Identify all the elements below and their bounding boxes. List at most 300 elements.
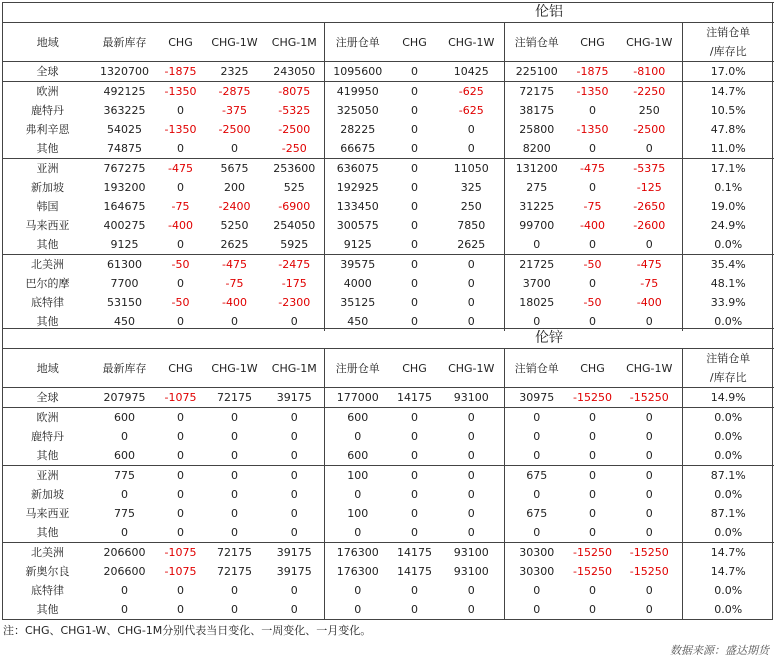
value-cell: 0	[467, 584, 475, 597]
column-header-line1: 地域	[36, 361, 59, 375]
value-cell: 1320700	[100, 65, 149, 78]
value-cell: 24.9%	[683, 216, 774, 235]
column-header	[439, 349, 505, 388]
value-cell: 0	[391, 255, 439, 275]
region-cell: 马来西亚	[25, 219, 70, 232]
column-header	[439, 23, 505, 62]
column-header	[617, 23, 683, 62]
value-cell: 0	[589, 507, 596, 520]
value-cell: 0.0%	[683, 581, 774, 600]
value-cell: -1350	[157, 82, 205, 102]
value-cell: -2500	[633, 123, 666, 136]
region-cell: 新加坡	[31, 181, 64, 194]
column-header	[683, 23, 774, 62]
column-header-line1: CHG	[402, 361, 427, 375]
value-cell: 0	[121, 603, 128, 616]
value-cell: 0	[391, 408, 439, 428]
value-cell: 207975	[103, 391, 146, 404]
value-cell: 30975	[505, 388, 569, 408]
column-header-line1: CHG-1M	[271, 361, 317, 375]
value-cell: 87.1%	[683, 504, 774, 523]
table-row	[3, 139, 774, 159]
value-cell: 0	[325, 485, 391, 504]
value-cell: 0	[231, 488, 238, 501]
value-cell: 0	[177, 104, 184, 117]
value-cell: 0	[505, 446, 569, 466]
value-cell: 0	[411, 238, 418, 251]
value-cell: 0	[231, 584, 238, 597]
value-cell: 0	[467, 507, 475, 520]
value-cell: -15250	[573, 391, 612, 404]
value-cell: 0	[411, 488, 418, 501]
value-cell: -15250	[629, 565, 669, 578]
value-cell: 11050	[439, 159, 505, 179]
column-header	[205, 23, 265, 62]
value-cell: 0	[290, 584, 298, 597]
value-cell: 35125	[325, 293, 391, 312]
value-cell: 0	[177, 488, 184, 501]
region-cell: 欧洲	[3, 82, 93, 102]
value-cell: 93100	[453, 565, 489, 578]
value-cell: 25800	[505, 120, 569, 139]
value-cell: 74875	[107, 142, 142, 155]
value-cell: 419950	[325, 82, 391, 102]
value-cell: 11.0%	[683, 139, 774, 159]
value-cell: 66675	[325, 139, 391, 159]
value-cell: 176300	[325, 562, 391, 581]
region-cell: 全球	[36, 65, 59, 78]
value-cell: 0	[265, 466, 325, 486]
value-cell: -400	[636, 296, 662, 309]
value-cell: 18025	[505, 293, 569, 312]
value-cell: 600	[325, 408, 391, 428]
value-cell: 0	[589, 277, 596, 290]
value-cell: -475	[569, 159, 617, 179]
value-cell: 72175	[505, 82, 569, 102]
region-cell: 亚洲	[3, 466, 93, 486]
value-cell: 206600	[93, 543, 157, 563]
value-cell: 54025	[107, 123, 142, 136]
value-cell: 1095600	[325, 62, 391, 82]
table-row	[3, 543, 774, 563]
column-header-line1: CHG	[168, 361, 193, 375]
column-header-line1: CHG	[402, 35, 427, 49]
value-cell: 275	[505, 178, 569, 197]
value-cell: 0	[231, 430, 238, 443]
value-cell: 0	[231, 449, 238, 462]
column-header	[683, 349, 774, 388]
value-cell: 0	[467, 142, 475, 155]
region-cell: 新奥尔良	[25, 565, 70, 578]
region-cell: 北美洲	[3, 543, 93, 563]
value-cell: 0	[205, 408, 265, 428]
table-row	[3, 178, 774, 197]
value-cell: -15250	[617, 543, 683, 563]
value-cell: -50	[157, 255, 205, 275]
value-cell: 0	[411, 65, 418, 78]
value-cell: 0.1%	[683, 178, 774, 197]
value-cell: 0.0%	[683, 235, 774, 255]
value-cell: 0	[411, 123, 418, 136]
column-header	[505, 23, 569, 62]
column-header-line1: 地域	[36, 35, 59, 49]
value-cell: -2300	[278, 296, 311, 309]
value-cell: 0	[645, 507, 653, 520]
value-cell: 131200	[505, 159, 569, 179]
value-cell: 14175	[391, 543, 439, 563]
value-cell: 21725	[505, 255, 569, 275]
value-cell: 600	[114, 449, 135, 462]
value-cell: 5675	[205, 159, 265, 179]
value-cell: 0	[645, 584, 653, 597]
value-cell: 9125	[110, 238, 139, 251]
value-cell: -75	[640, 277, 659, 290]
column-header-line1: 最新库存	[102, 361, 147, 375]
value-cell: -5375	[617, 159, 683, 179]
value-cell: 0.0%	[683, 427, 774, 446]
value-cell: -2875	[205, 82, 265, 102]
region-cell: 底特律	[31, 296, 64, 309]
column-header-line1: CHG-1W	[448, 361, 495, 375]
value-cell: -2650	[633, 200, 666, 213]
value-cell: 0	[205, 466, 265, 486]
value-cell: 0	[589, 238, 596, 251]
value-cell: 0	[231, 603, 238, 616]
value-cell: 0	[411, 449, 418, 462]
table-row	[3, 485, 774, 504]
value-cell: 0	[411, 219, 418, 232]
value-cell: 177000	[325, 388, 391, 408]
value-cell: 35.4%	[683, 255, 774, 275]
value-cell: 0	[467, 430, 475, 443]
value-cell: 3700	[505, 274, 569, 293]
value-cell: 17.1%	[683, 159, 774, 179]
column-header	[505, 349, 569, 388]
column-header-line1: CHG	[580, 361, 605, 375]
value-cell: 0	[645, 526, 653, 539]
value-cell: 9125	[325, 235, 391, 255]
value-cell: 39175	[265, 543, 325, 563]
value-cell: 0	[589, 142, 596, 155]
value-cell: -625	[439, 82, 505, 102]
value-cell: 7850	[457, 219, 486, 232]
region-cell: 马来西亚	[25, 507, 70, 520]
value-cell: 0	[290, 507, 298, 520]
column-header-line2: /库存比	[709, 45, 747, 58]
column-header-line1: CHG-1W	[626, 361, 673, 375]
value-cell: 72175	[217, 391, 252, 404]
value-cell: 100	[325, 504, 391, 523]
value-cell: 33.9%	[683, 293, 774, 312]
value-cell: 48.1%	[683, 274, 774, 293]
value-cell: 100	[325, 466, 391, 486]
table-row	[3, 562, 774, 581]
region-cell: 鹿特丹	[31, 104, 64, 117]
value-cell: 14.7%	[683, 543, 774, 563]
value-cell: 0	[411, 507, 418, 520]
table-row	[3, 523, 774, 543]
column-header-line1: 注册仓单	[335, 35, 380, 49]
value-cell: 0	[589, 584, 596, 597]
value-cell: 0	[467, 488, 475, 501]
region-cell: 北美洲	[3, 255, 93, 275]
value-cell: 4000	[325, 274, 391, 293]
value-cell: 39175	[276, 565, 312, 578]
column-header-line1: CHG-1M	[271, 35, 317, 49]
value-cell: -75	[171, 200, 190, 213]
value-cell: 525	[283, 181, 305, 194]
value-cell: 30300	[505, 543, 569, 563]
column-header	[325, 23, 391, 62]
value-cell: 0	[391, 466, 439, 486]
region-cell: 亚洲	[3, 159, 93, 179]
value-cell: 14175	[397, 565, 432, 578]
value-cell: 0	[505, 235, 569, 255]
value-cell: 0	[645, 603, 653, 616]
value-cell: 0	[505, 427, 569, 446]
value-cell: 0	[645, 488, 653, 501]
value-cell: 0	[505, 408, 569, 428]
value-cell: 99700	[505, 216, 569, 235]
value-cell: 250	[460, 200, 482, 213]
value-cell: 0	[325, 523, 391, 543]
value-cell: -125	[636, 181, 662, 194]
value-cell: 243050	[273, 65, 316, 78]
value-cell: 10.5%	[683, 101, 774, 120]
table-row	[3, 466, 774, 486]
value-cell: -6900	[278, 200, 311, 213]
value-cell: 193200	[103, 181, 146, 194]
value-cell: 0	[645, 238, 653, 251]
region-cell: 巴尔的摩	[25, 277, 70, 290]
section-title: 伦铝	[325, 3, 774, 23]
value-cell: 0	[589, 181, 596, 194]
value-cell: 17.0%	[683, 62, 774, 82]
column-header	[3, 349, 93, 388]
value-cell: 325050	[325, 101, 391, 120]
value-cell: 0	[265, 408, 325, 428]
value-cell: 450	[114, 315, 135, 328]
value-cell: 0	[231, 142, 238, 155]
value-cell: 176300	[325, 543, 391, 563]
value-cell: -15250	[573, 565, 612, 578]
value-cell: 0	[589, 104, 596, 117]
value-cell: 0	[177, 507, 184, 520]
value-cell: 28225	[325, 120, 391, 139]
value-cell: 0	[411, 430, 418, 443]
value-cell: 0	[467, 603, 475, 616]
value-cell: -50	[171, 296, 190, 309]
value-cell: 300575	[325, 216, 391, 235]
value-cell: 0	[177, 603, 184, 616]
region-cell: 欧洲	[3, 408, 93, 428]
value-cell: 0	[467, 296, 475, 309]
column-header	[325, 349, 391, 388]
value-cell: -1350	[569, 82, 617, 102]
value-cell: 0	[177, 449, 184, 462]
value-cell: 0	[177, 584, 184, 597]
section-title-row	[3, 329, 774, 349]
value-cell: 0	[121, 430, 128, 443]
value-cell: -1875	[164, 65, 197, 78]
value-cell: 200	[224, 181, 245, 194]
value-cell: 5925	[280, 238, 309, 251]
value-cell: 363225	[103, 104, 146, 117]
value-cell: 0.0%	[683, 408, 774, 428]
value-cell: 14.9%	[683, 388, 774, 408]
value-cell: 0	[411, 200, 418, 213]
value-cell: 0	[391, 82, 439, 102]
value-cell: 600	[325, 446, 391, 466]
header-row	[3, 23, 774, 62]
value-cell: 450	[325, 312, 391, 331]
region-cell: 其他	[36, 603, 59, 616]
value-cell: 0	[121, 526, 128, 539]
column-header	[617, 349, 683, 388]
column-header	[157, 349, 205, 388]
value-cell: 0	[177, 238, 184, 251]
region-cell: 弗利辛恩	[25, 123, 70, 136]
region-cell: 韩国	[36, 200, 59, 213]
value-cell: 0	[617, 466, 683, 486]
column-header	[391, 23, 439, 62]
value-cell: 0	[325, 600, 391, 619]
value-cell: 0	[645, 449, 653, 462]
value-cell: 0	[177, 277, 184, 290]
value-cell: 400275	[103, 219, 146, 232]
value-cell: 0	[589, 449, 596, 462]
value-cell: -400	[168, 219, 193, 232]
value-cell: 0	[231, 507, 238, 520]
column-header	[391, 349, 439, 388]
table-row	[3, 235, 774, 255]
value-cell: 0	[231, 526, 238, 539]
value-cell: 72175	[217, 565, 252, 578]
value-cell: 0	[290, 449, 298, 462]
value-cell: -15250	[569, 543, 617, 563]
value-cell: 0	[177, 315, 184, 328]
value-cell: -50	[583, 296, 602, 309]
value-cell: 0	[569, 466, 617, 486]
value-cell: 8200	[505, 139, 569, 159]
table-row	[3, 62, 774, 82]
column-header	[3, 23, 93, 62]
table-row	[3, 600, 774, 619]
value-cell: 93100	[453, 391, 489, 404]
value-cell: 0	[617, 408, 683, 428]
value-cell: 0	[177, 430, 184, 443]
region-cell: 其他	[36, 449, 59, 462]
value-cell: 133450	[325, 197, 391, 216]
value-cell: -75	[583, 200, 602, 213]
value-cell: -75	[225, 277, 244, 290]
value-cell: 14.7%	[683, 562, 774, 581]
value-cell: 31225	[505, 197, 569, 216]
value-cell: 0	[411, 296, 418, 309]
region-cell: 其他	[36, 526, 59, 539]
value-cell: -475	[205, 255, 265, 275]
value-cell: 0	[467, 315, 475, 328]
value-cell: 72175	[205, 543, 265, 563]
value-cell: 0	[411, 603, 418, 616]
value-cell: 775	[93, 466, 157, 486]
value-cell: 0	[505, 485, 569, 504]
value-cell: 767275	[93, 159, 157, 179]
value-cell: 254050	[273, 219, 316, 232]
value-cell: 675	[505, 466, 569, 486]
value-cell: 164675	[103, 200, 146, 213]
value-cell: -5325	[278, 104, 311, 117]
value-cell: 0.0%	[683, 446, 774, 466]
value-cell: 775	[114, 507, 135, 520]
table-row	[3, 101, 774, 120]
value-cell: 39175	[276, 391, 312, 404]
value-cell: 253600	[265, 159, 325, 179]
value-cell: -2500	[218, 123, 251, 136]
value-cell: 0	[439, 255, 505, 275]
value-cell: 0	[411, 315, 418, 328]
value-cell: 2625	[220, 238, 249, 251]
value-cell: 206600	[103, 565, 146, 578]
value-cell: 10425	[453, 65, 489, 78]
value-cell: -1350	[164, 123, 197, 136]
column-header-line1: 注销仓单	[514, 361, 559, 375]
value-cell: -8100	[633, 65, 666, 78]
header-row	[3, 349, 774, 388]
value-cell: 5250	[220, 219, 249, 232]
value-cell: 19.0%	[683, 197, 774, 216]
value-cell: 0	[589, 430, 596, 443]
value-cell: 0.0%	[683, 312, 774, 331]
value-cell: 0	[290, 430, 298, 443]
column-header	[157, 23, 205, 62]
lme-aluminium-table	[2, 2, 774, 331]
table-row	[3, 293, 774, 312]
table-row	[3, 274, 774, 293]
column-header-line1: CHG-1W	[211, 35, 258, 49]
table-row	[3, 159, 774, 179]
value-cell: 0	[467, 277, 475, 290]
column-header-line1: CHG	[168, 35, 193, 49]
value-cell: -15250	[629, 391, 669, 404]
table-row	[3, 82, 774, 102]
table-row	[3, 197, 774, 216]
value-cell: 0	[645, 142, 653, 155]
value-cell: 250	[638, 104, 660, 117]
value-cell: 636075	[325, 159, 391, 179]
value-cell: 93100	[439, 543, 505, 563]
value-cell: 53150	[107, 296, 142, 309]
table-row	[3, 388, 774, 408]
table-row	[3, 427, 774, 446]
value-cell: -625	[458, 104, 484, 117]
value-cell: 0	[505, 581, 569, 600]
value-cell: 600	[93, 408, 157, 428]
value-cell: -2500	[278, 123, 311, 136]
column-header-line1: CHG	[580, 35, 605, 49]
value-cell: 0	[467, 449, 475, 462]
value-cell: 0	[645, 430, 653, 443]
value-cell: 7700	[110, 277, 139, 290]
column-header-line2: /库存比	[709, 371, 747, 384]
region-cell: 其他	[36, 142, 59, 155]
value-cell: -375	[222, 104, 247, 117]
table-row	[3, 255, 774, 275]
value-cell: 0	[439, 408, 505, 428]
value-cell: -8075	[265, 82, 325, 102]
value-cell: 0	[290, 603, 298, 616]
column-header	[569, 349, 617, 388]
